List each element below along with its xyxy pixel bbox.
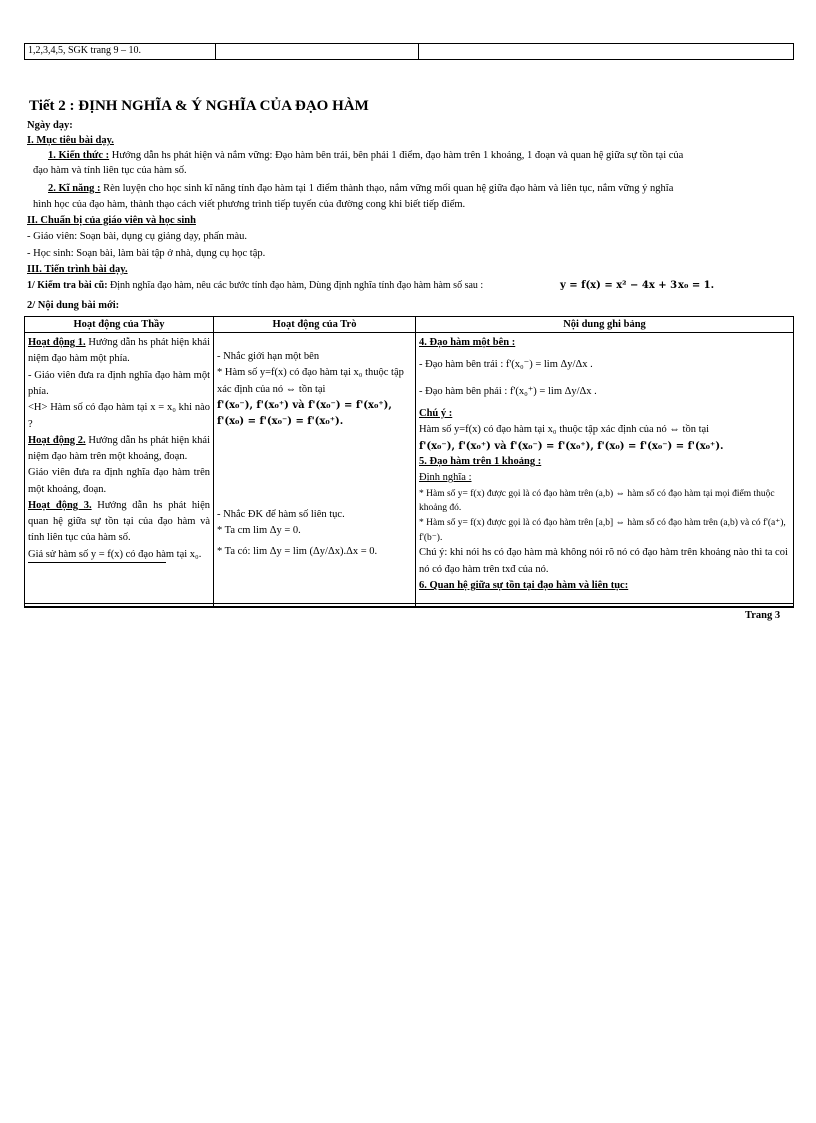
empty-cell [419, 44, 794, 60]
student-result: * Ta có: lim Δy = lim (Δy/Δx).Δx = 0. [217, 545, 378, 557]
teacher-question: <H> Hàm số có đạo hàm tại x = x₀ khi nào ? [28, 402, 210, 430]
activity-3 [28, 498, 210, 547]
student-activities [214, 333, 416, 608]
board-content [416, 333, 794, 608]
bottom-rule-2 [24, 606, 794, 607]
section-5-heading: 5. Đạo hàm trên 1 khoảng : [419, 456, 542, 468]
knowledge-line-1 [48, 148, 683, 163]
skills-text: Rèn luyện cho học sinh kĩ năng tính đạo hàm tại 1 điểm thành thạo, nắm vững mối quan hệ giữa đạo hàm và liên tục, nắm vững ý nghĩa [100, 183, 674, 194]
activity-3-label: Hoạt động 3. [28, 499, 92, 511]
student-condition: * Hàm số y=f(x) có đạo hàm tại x₀ thuộc tập xác định của nó ⇔ tồn tại [217, 367, 404, 395]
student-recall-continuity: - Nhắc ĐK để hàm số liên tục. [217, 509, 345, 521]
note-text-1: Hàm số y=f(x) có đạo hàm tại x₀ thuộc tập xác định của nó ⇔ tồn tại [419, 424, 710, 436]
board-column-header: Nội dung ghi bảng [416, 317, 794, 333]
lesson-title: Tiết 2 : ĐỊNH NGHĨA & Ý NGHĨA CỦA ĐẠO HÀM [29, 98, 369, 114]
review-text: Định nghĩa đạo hàm, nêu các bước tính đạo hàm, Dùng định nghĩa tính đạo hàm hàm số sau : [107, 280, 484, 291]
page-number: Trang 3 [745, 610, 781, 621]
knowledge-text: Hướng dẫn hs phát hiện và nắm vững: Đạo hàm bên trái, bên phải 1 điểm, đạo hàm trên 1 khoảng, 1 đoạn và quan hệ giữa sự tồn tại của [109, 150, 684, 161]
review-label: 1/ Kiểm tra bài cũ: [27, 280, 108, 291]
teacher-definition-2: Giáo viên đưa ra định nghĩa đạo hàm trên một khoảng, đoạn. [28, 467, 210, 495]
knowledge-label: 1. Kiến thức : [48, 150, 110, 161]
activity-3-text: Hướng dẫn hs phát hiện quan hệ giữa sự tồn tại của đạo hàm và tính liên tục của hàm số. [28, 499, 210, 544]
student-formula-1: f'(x₀⁻), f'(x₀⁺) và f'(x₀⁻) = f'(x₀⁺), [217, 400, 392, 412]
skills-label: 2. Kĩ năng : [48, 183, 101, 194]
right-derivative: - Đạo hàm bên phải : f'(x₀⁺) = lim Δy/Δx . [419, 385, 597, 397]
activity-1 [28, 335, 210, 368]
definition-closed-interval: * Hàm số y= f(x) được gọi là có đạo hàm trên [a,b] ⇔ hàm số có đạo hàm trên (a,b) và có f'(a⁺), f'(b⁻). [419, 518, 786, 543]
section-4-heading: 4. Đạo hàm một bên : [419, 337, 516, 349]
review-function: y = f(x) = x² − 4x + 3 [560, 280, 678, 291]
student-formula-2: f'(x₀) = f'(x₀⁻) = f'(x₀⁺). [217, 415, 344, 427]
objectives-heading: I. Mục tiêu bài dạy. [27, 135, 114, 146]
definition-open-interval: * Hàm số y= f(x) được gọi là có đạo hàm trên (a,b) ⇔ hàm số có đạo hàm tại mọi điểm thuộc khoảng đó. [419, 488, 775, 514]
section-6-heading: 6. Quan hệ giữa sự tồn tại đạo hàm và liên tục: [419, 579, 629, 591]
lesson-activity-table [24, 316, 794, 608]
left-derivative: - Đạo hàm bên trái : f'(x₀⁻) = lim Δy/Δx . [419, 359, 593, 371]
activity-2-label: Hoạt động 2. [28, 434, 86, 446]
skills-line-1 [48, 181, 673, 196]
note-label: Chú ý : [419, 408, 453, 420]
previous-lesson-table [24, 43, 794, 60]
review-x0: x₀ = 1. [678, 280, 715, 291]
knowledge-line-2: đạo hàm và tính liên tục của hàm số. [33, 165, 187, 176]
review-line [27, 279, 483, 294]
teacher-prep: - Giáo viên: Soạn bài, dụng cụ giảng dạy, phấn màu. [27, 231, 248, 242]
activity-1-label: Hoạt động 1. [28, 337, 86, 349]
note-domain: Chú ý: khi nói hs có đạo hàm mà không nói rõ nó có đạo hàm trên khoảng nào thì ta coi nó có đạo hàm trên txđ của nó. [419, 547, 788, 575]
teacher-definition-1: - Giáo viên đưa ra định nghĩa đạo hàm một phía. [28, 369, 210, 398]
student-column-header: Hoạt động của Trò [214, 317, 416, 333]
student-prep: - Học sinh: Soạn bài, làm bài tập ở nhà, dụng cụ học tập. [27, 248, 266, 259]
empty-cell [216, 44, 419, 60]
activity-2 [28, 433, 210, 466]
bottom-rule-1 [24, 603, 794, 604]
note-formula: f'(x₀⁻), f'(x₀⁺) và f'(x₀⁻) = f'(x₀⁺), f'(x₀) = f'(x₀⁻) = f'(x₀⁺). [419, 440, 724, 452]
activity-1-text: Hướng dẫn hs phát hiện khái niệm đạo hàm một phía. [28, 337, 211, 365]
new-content-heading: 2/ Nội dung bài mới: [27, 300, 120, 311]
assumption: Giả sử hàm số y = f(x) có đạo hàm tại x₀. [28, 548, 202, 560]
teacher-column-header: Hoạt động của Thầy [25, 317, 214, 333]
student-prove: * Ta cm lim Δy = 0. [217, 525, 301, 537]
preparation-heading: II. Chuẩn bị của giáo viên và học sinh [27, 215, 196, 226]
teaching-date: Ngày dạy: [27, 120, 73, 131]
student-recall-limit: - Nhắc giới hạn một bên [217, 351, 320, 363]
exercise-cell: 1,2,3,4,5, SGK trang 9 – 10. [25, 44, 216, 60]
teacher-activities [25, 333, 214, 608]
procedure-heading: III. Tiến trình bài dạy. [27, 264, 128, 275]
definition-label: Định nghĩa : [419, 472, 472, 484]
activity-2-text: Hướng dẫn hs phát hiện khái niệm đạo hàm trên một khoảng, đoạn. [28, 434, 211, 463]
skills-line-2: hình học của đạo hàm, thành thạo cách viết phương trình tiếp tuyến của đường cong khi biết tiếp điểm. [33, 199, 466, 210]
